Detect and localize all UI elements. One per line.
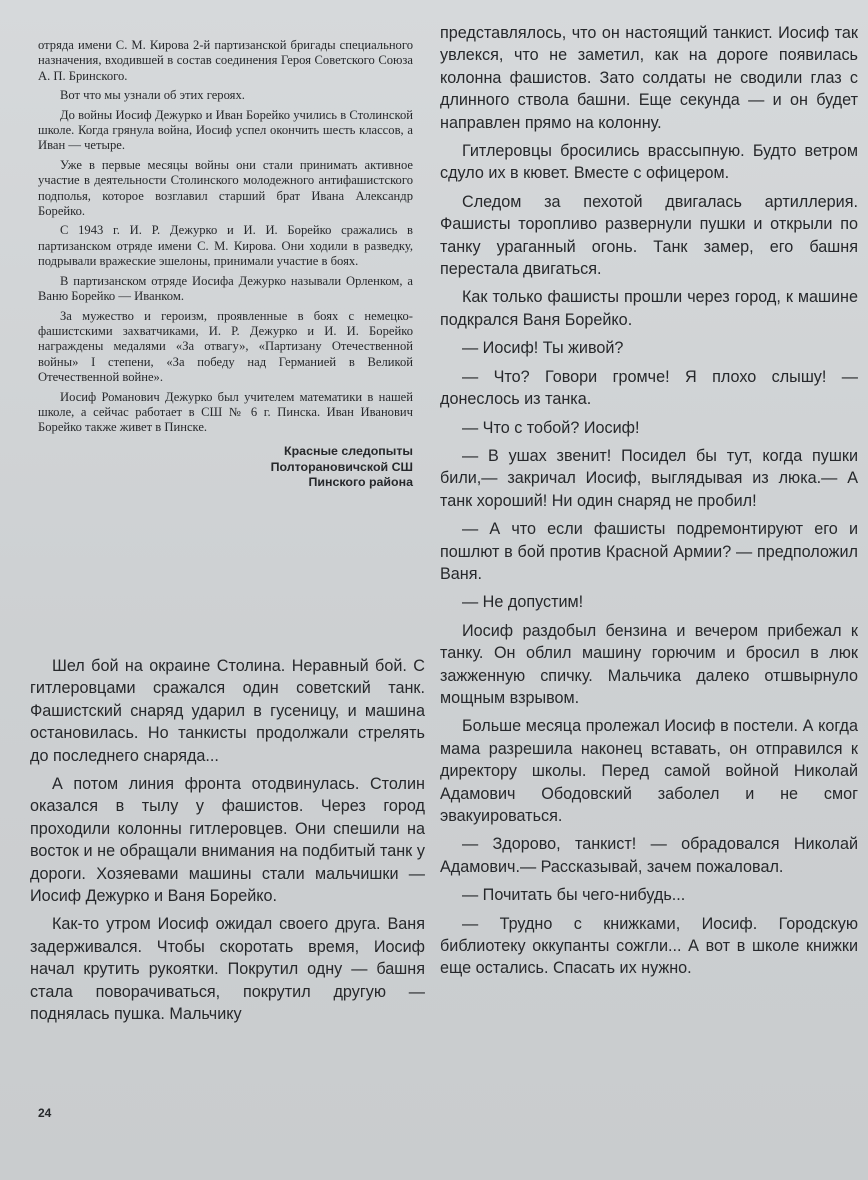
paragraph: Вот что мы узнали об этих героях. xyxy=(60,88,245,103)
dialogue-line: — Здорово, танкист! — обрадовался Николай Адамович.— Рассказывай, зачем пожаловал. xyxy=(440,835,858,876)
page-number: 24 xyxy=(38,1106,52,1120)
dialogue-line: — А что если фашисты подремонтируют его и пошлют в бой против Красной Армии? — предположил Ваня. xyxy=(440,520,858,583)
paragraph: Как-то утром Иосиф ожидал своего друга. Ваня задерживался. Чтобы скоротать время, Иосиф начал крутить рукоятки. Покрутил одну — башня стала поворачиваться, покрутил другую — поднялась пушка. Мальчику xyxy=(30,915,425,1024)
dialogue-line: — Что? Говори громче! Я плохо слышу! — донеслось из танка. xyxy=(440,367,858,409)
paragraph: Иосиф Романович Дежурко был учителем математики в нашей школе, а сейчас работает в СШ № 6 г. Пинска. Иван Иванович Борейко также живет в Пинске. xyxy=(38,389,413,435)
signature-line: Красные следопыты xyxy=(284,443,413,458)
left-column-story xyxy=(30,655,425,1032)
dialogue-line: — Почитать бы чего-нибудь... xyxy=(462,886,686,905)
paragraph: Шел бой на окраине Столина. Неравный бой. С гитлеровцами сражался один советский танк. Фашистский снаряд ударил в гусеницу, и машина остановилась. Но танкисты продолжали стрелять до последнего снаряда... xyxy=(30,657,425,765)
signature-line: Полторановичской СШ xyxy=(270,459,413,474)
paragraph: отряда имени С. М. Кирова 2-й партизанской бригады специального назначения, входившей в состав соединения Героя Советского Союза А. П. Бринского. xyxy=(38,38,413,83)
paragraph: Больше месяца пролежал Иосиф в постели. А когда мама разрешила наконец вставать, он отправился к директору школы. Перед самой войной Николай Адамович Ободовский заболел и не смог эвакуироваться. xyxy=(440,717,858,825)
right-column xyxy=(440,22,858,986)
paragraph: Как только фашисты прошли через город, к машине подкрался Ваня Борейко. xyxy=(440,288,858,329)
dialogue-line: — Не допустим! xyxy=(462,593,584,612)
author-signature xyxy=(38,444,413,491)
left-column-top xyxy=(38,38,413,491)
dialogue-line: — В ушах звенит! Посидел бы тут, когда пушки били,— закричал Иосиф, выглядывая из люка.— А танк хороший! Ни один снаряд не пробил! xyxy=(440,446,858,510)
dialogue-line: — Иосиф! Ты живой? xyxy=(462,339,624,358)
paragraph: До войны Иосиф Дежурко и Иван Борейко учились в Столинской школе. Когда грянула война, Иосиф успел окончить шесть классов, а Иван — четыре. xyxy=(38,107,413,153)
paragraph: Гитлеровцы бросились врассыпную. Будто ветром сдуло их в кювет. Вместе с офицером. xyxy=(440,142,858,183)
dialogue-line: — Трудно с книжками, Иосиф. Городскую библиотеку оккупанты сожгли... А вот в школе книжки еще остались. Спасать их нужно. xyxy=(440,914,858,978)
paragraph: В партизанском отряде Иосифа Дежурко называли Орленком, а Ваню Борейко — Иванком. xyxy=(38,273,413,304)
paragraph: Иосиф раздобыл бензина и вечером прибежал к танку. Он облил машину горючим и бросил в люк зажженную спичку. Мальчика далеко отшвырнуло мощным взрывом. xyxy=(440,621,858,707)
paragraph: Следом за пехотой двигалась артиллерия. Фашисты торопливо развернули пушки и открыли по танку ураганный огонь. Танк замер, его башня перестала двигаться. xyxy=(440,192,858,279)
paragraph: представлялось, что он настоящий танкист. Иосиф так увлекся, что не заметил, как на дороге появилась колонна фашистов. Зато солдаты не сводили глаз с длинного ствола башни. Еще секунда — и он будет направлен прямо на колонну. xyxy=(440,24,858,132)
dialogue-line: — Что с тобой? Иосиф! xyxy=(462,418,640,437)
paragraph: За мужество и героизм, проявленные в боях с немецко-фашистскими захватчиками, И. Р. Дежурко и И. И. Борейко награждены медалями «За отвагу», «Партизану Отечественной войны» I степени, «За победу над Германией в Великой Отечественной войне». xyxy=(38,308,413,385)
paragraph: Уже в первые месяцы войны они стали принимать активное участие в деятельности Столинского молодежного антифашистского подполья, которое возглавил старший брат Ивана Александр Борейко. xyxy=(38,157,413,219)
signature-line: Пинского района xyxy=(308,475,413,490)
paragraph: С 1943 г. И. Р. Дежурко и И. И. Борейко сражались в партизанском отряде имени С. М. Кирова. Они ходили в разведку, подрывали вражеские эшелоны, принимали участие в боях. xyxy=(38,223,413,269)
paragraph: А потом линия фронта отодвинулась. Столин оказался в тылу у фашистов. Через город проходили колонны гитлеровцев. Они спешили на восток и не обращали внимания на подбитый танк у дороги. Хозяевами машины стали мальчишки — Иосиф Дежурко и Ваня Борейко. xyxy=(30,775,425,906)
